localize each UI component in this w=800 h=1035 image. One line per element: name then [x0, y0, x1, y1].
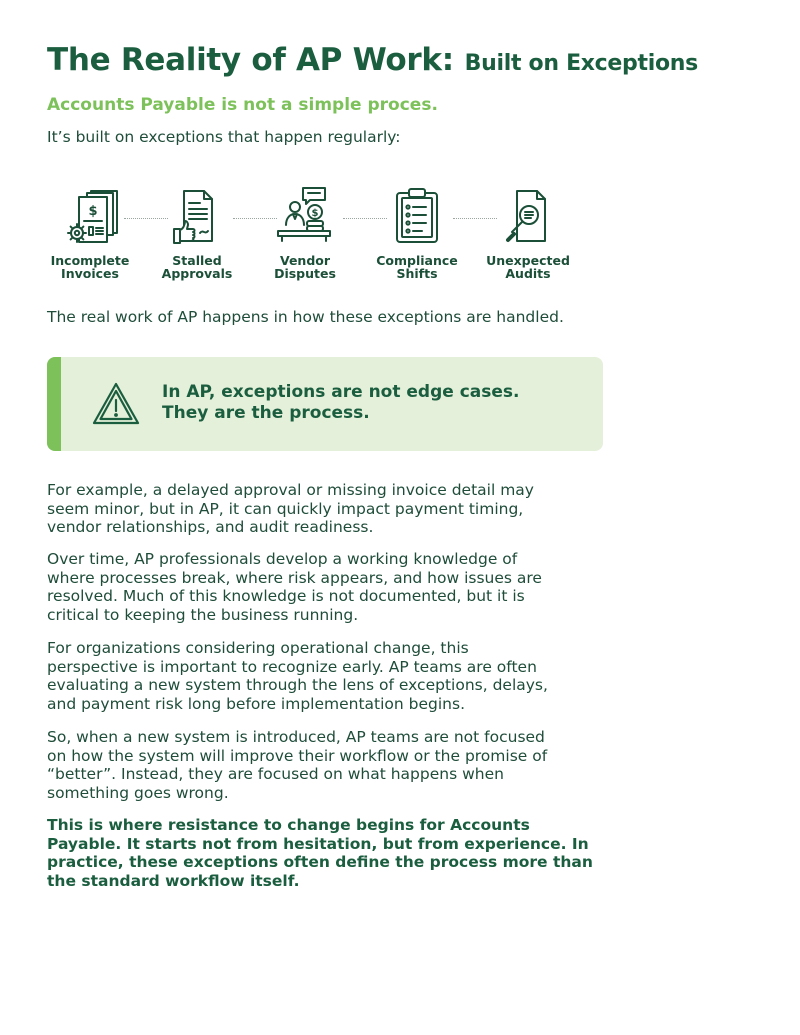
connector-dots [343, 218, 387, 219]
paragraph-line: evaluating a new system through the lens of exceptions, delays, [47, 676, 548, 694]
paragraph-line: vendor relationships, and audit readiness. [47, 518, 374, 536]
paragraph-line: Payable. It starts not from hesitation, but from experience. In [47, 834, 589, 853]
svg-text:$: $ [311, 208, 319, 219]
paragraph-5-emphasis [47, 816, 593, 890]
paragraph-line: This is where resistance to change begins for Accounts [47, 816, 530, 834]
invoice-gear-icon [55, 185, 125, 245]
exception-label: Stalled Approvals [161, 253, 233, 281]
callout-accent-bar [47, 357, 61, 451]
paragraph-line: So, when a new system is introduced, AP teams are not focused [47, 728, 545, 746]
paragraph-line: on how the system will improve their workflow or the promise of [47, 746, 548, 765]
exception-label: Compliance Shifts [376, 253, 458, 281]
page-title [47, 40, 698, 78]
page-title-sub: Built on Exceptions [464, 51, 698, 76]
paragraph-4 [47, 728, 547, 802]
paragraph-line: and payment risk long before implementation begins. [47, 694, 465, 713]
exception-stalled-approvals [147, 185, 247, 280]
document-magnifier-icon [493, 185, 563, 245]
callout-box [47, 357, 603, 451]
paragraph-line: practice, these exceptions often define the process more than [47, 853, 593, 871]
exceptions-row [40, 185, 600, 285]
exception-label: Incomplete Invoices [50, 253, 130, 281]
callout-line-2: They are the process. [162, 403, 370, 423]
vendor-chat-icon [270, 185, 340, 245]
page-subtitle: Accounts Payable is not a simple proces. [47, 95, 438, 115]
intro-text: It’s built on exceptions that happen regularly: [47, 128, 401, 146]
document-thumbs-up-icon [162, 185, 232, 245]
connector-dots [453, 218, 497, 219]
exception-incomplete-invoices [40, 185, 140, 280]
connector-dots [124, 218, 168, 219]
paragraph-line: something goes wrong. [47, 783, 229, 802]
paragraph-line: “better”. Instead, they are focused on what happens when [47, 765, 504, 783]
warning-triangle-icon [91, 381, 141, 427]
page-title-main: The Reality of AP Work: [47, 42, 454, 78]
paragraph-line: resolved. Much of this knowledge is not documented, but it is [47, 587, 525, 605]
exception-compliance-shifts [367, 185, 467, 280]
exception-label: Unexpected Audits [486, 253, 570, 281]
real-work-text: The real work of AP happens in how these exceptions are handled. [47, 308, 564, 326]
clipboard-checklist-icon [382, 185, 452, 245]
paragraph-line: For organizations considering operational change, this [47, 639, 469, 657]
callout-line-1: In AP, exceptions are not edge cases. [162, 382, 520, 402]
paragraph-line: Over time, AP professionals develop a working knowledge of [47, 550, 518, 568]
connector-dots [233, 218, 277, 219]
callout-text [162, 382, 519, 424]
paragraph-3 [47, 639, 548, 713]
paragraph-line: seem minor, but in AP, it can quickly impact payment timing, [47, 499, 524, 518]
paragraph-line: perspective is important to recognize early. AP teams are often [47, 657, 537, 676]
exception-vendor-disputes [255, 185, 355, 280]
paragraph-1 [47, 481, 534, 537]
paragraph-line: the standard workflow itself. [47, 871, 300, 890]
exception-label: Vendor Disputes [274, 253, 336, 281]
paragraph-line: where processes break, where risk appears, and how issues are [47, 568, 542, 587]
paragraph-line: For example, a delayed approval or missing invoice detail may [47, 481, 534, 499]
svg-text:$: $ [88, 204, 98, 219]
exception-unexpected-audits [478, 185, 578, 280]
paragraph-line: critical to keeping the business running. [47, 605, 359, 624]
paragraph-2 [47, 550, 542, 624]
